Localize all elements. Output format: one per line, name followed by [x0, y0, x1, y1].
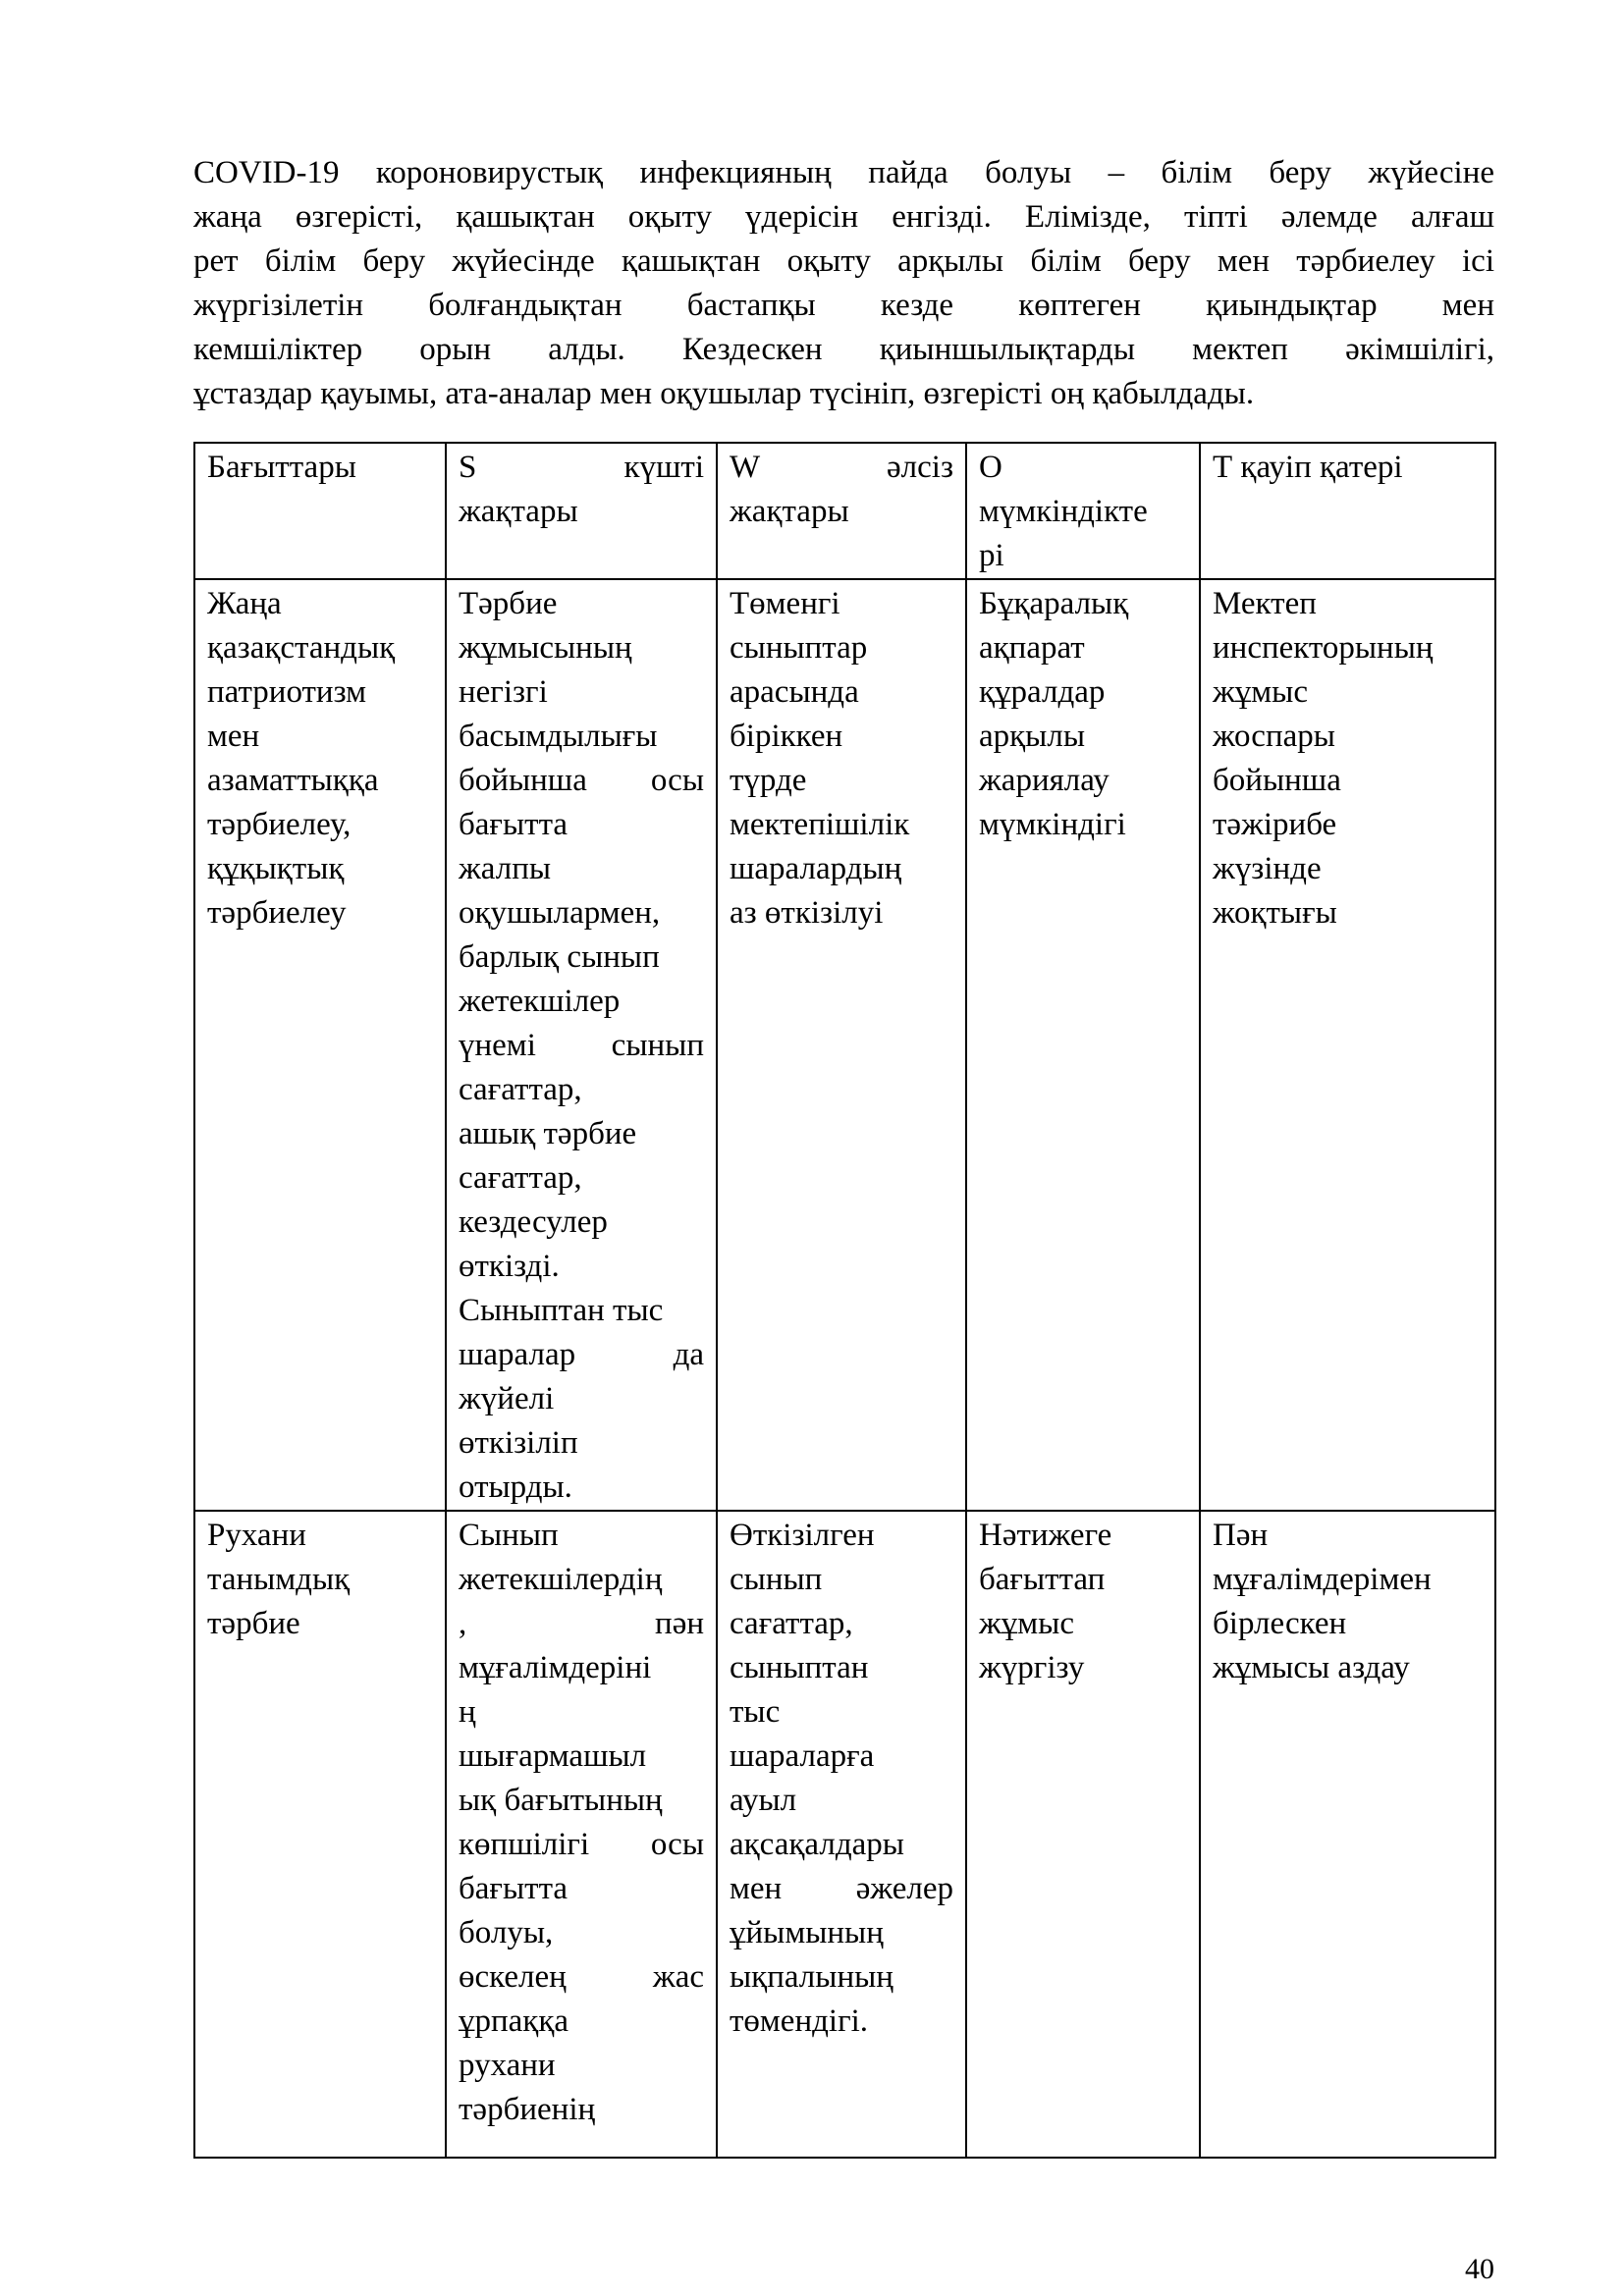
cell-line: Рухани	[207, 1518, 306, 1553]
cell-line: кездесулер	[459, 1204, 608, 1240]
cell-line: негізгі	[459, 674, 548, 710]
cell-line: бағыттап	[979, 1562, 1106, 1597]
cell-line: жұмыс	[979, 1606, 1075, 1641]
table-cell-threat	[1200, 1511, 1495, 2158]
header-cell-weaknesses	[717, 443, 966, 579]
cell-line: жақтары	[459, 494, 578, 529]
swot-table	[193, 442, 1496, 2159]
cell-line: тыс	[730, 1694, 781, 1730]
intro-line: кемшіліктер орын алды. Кездескен қиыншылықтарды мектеп әкімшілігі,	[193, 332, 1494, 367]
cell-line: бойынша	[1213, 763, 1341, 798]
cell-line: жетекшілер	[459, 984, 621, 1019]
cell-line: сағаттар,	[459, 1072, 582, 1107]
cell-line: басымдылығы	[459, 719, 658, 754]
cell-line: Пән	[1213, 1518, 1269, 1553]
cell-line: ауыл	[730, 1783, 797, 1818]
cell-line: сыныптар	[730, 630, 868, 666]
cell-line: патриотизм	[207, 674, 367, 710]
cell-line: Сынып	[459, 1518, 559, 1553]
cell-line: Сыныптан тыс	[459, 1293, 664, 1328]
cell-line: O	[979, 450, 1002, 485]
table-cell-weakness	[717, 1511, 966, 2158]
cell-line: болуы,	[459, 1915, 554, 1950]
cell-line: W әлсіз	[730, 450, 953, 485]
intro-line: рет білім беру жүйесінде қашықтан оқыту арқылы білім беру мен тәрбиелеу ісі	[193, 243, 1494, 279]
cell-line: сынып	[730, 1562, 823, 1597]
cell-line: отырды.	[459, 1469, 572, 1505]
cell-line: бағытта	[459, 1871, 568, 1906]
cell-line: жұмысы аздау	[1213, 1650, 1410, 1685]
cell-line: аз өткізілуі	[730, 895, 884, 931]
cell-line: бірлескен	[1213, 1606, 1347, 1641]
cell-line: тәжірибе	[1213, 807, 1337, 842]
cell-line: мектепішілік	[730, 807, 910, 842]
cell-line: Т қауіп қатері	[1213, 450, 1403, 485]
cell-line: Жаңа	[207, 586, 282, 621]
cell-line: ұйымының	[730, 1915, 884, 1950]
cell-line: танымдық	[207, 1562, 351, 1597]
cell-line: үнемі сынып	[459, 1028, 704, 1063]
cell-line: ашық тәрбие	[459, 1116, 637, 1151]
cell-line: құралдар	[979, 674, 1106, 710]
cell-line: инспекторының	[1213, 630, 1434, 666]
cell-line: жұмысының	[459, 630, 632, 666]
cell-line: жалпы	[459, 851, 552, 886]
cell-line: ық бағытының	[459, 1783, 663, 1818]
cell-line: құқықтық	[207, 851, 345, 886]
cell-line: төмендігі.	[730, 2003, 869, 2039]
table-header-row	[194, 443, 1495, 579]
intro-line: ұстаздар қауымы, ата-аналар мен оқушылар түсініп, өзгерісті оң қабылдады.	[193, 376, 1255, 411]
table-cell-weakness	[717, 579, 966, 1511]
cell-line: ақпарат	[979, 630, 1085, 666]
cell-line: ақсақалдары	[730, 1827, 904, 1862]
header-cell-threats	[1200, 443, 1495, 579]
table-cell-threat	[1200, 579, 1495, 1511]
cell-line: жоспары	[1213, 719, 1335, 754]
table-cell-strength	[446, 1511, 717, 2158]
cell-line: тәрбиелеу,	[207, 807, 352, 842]
table-row	[194, 579, 1495, 1511]
cell-line: жақтары	[730, 494, 849, 529]
cell-line: сыныптан	[730, 1650, 869, 1685]
cell-line: қазақстандық	[207, 630, 396, 666]
cell-line: ұрпаққа	[459, 2003, 569, 2039]
cell-line: мүмкіндікте	[979, 494, 1148, 529]
cell-line: тәрбиенің	[459, 2092, 596, 2127]
cell-line: көпшілігі осы	[459, 1827, 704, 1862]
table-cell-opportunity	[966, 1511, 1200, 2158]
cell-line: рі	[979, 538, 1004, 573]
cell-line: шығармашыл	[459, 1738, 647, 1774]
intro-line: жүргізілетін болғандықтан бастапқы кезде көптеген қиындықтар мен	[193, 288, 1494, 323]
table-row	[194, 1511, 1495, 2158]
cell-line: Тәрбие	[459, 586, 558, 621]
cell-line: , пән	[459, 1606, 704, 1641]
header-cell-opportunities	[966, 443, 1200, 579]
intro-line: жаңа өзгерісті, қашықтан оқыту үдерісін енгізді. Елімізде, тіпті әлемде алғаш	[193, 199, 1494, 235]
cell-line: Бағыттары	[207, 450, 356, 485]
table-cell-direction	[194, 1511, 446, 2158]
cell-line: жетекшілердің	[459, 1562, 663, 1597]
cell-line: шаралар да	[459, 1337, 704, 1372]
cell-line: жүйелі	[459, 1381, 555, 1416]
cell-line: жұмыс	[1213, 674, 1309, 710]
header-cell-directions	[194, 443, 446, 579]
cell-line: мұғалімдеріні	[459, 1650, 652, 1685]
cell-line: барлық сынып	[459, 939, 660, 975]
cell-line: шараларға	[730, 1738, 875, 1774]
cell-line: рухани	[459, 2048, 556, 2083]
cell-line: мүмкіндігі	[979, 807, 1126, 842]
cell-line: Өткізілген	[730, 1518, 875, 1553]
cell-line: жариялау	[979, 763, 1110, 798]
cell-line: өткізіліп	[459, 1425, 578, 1461]
cell-line: арқылы	[979, 719, 1085, 754]
cell-line: S күшті	[459, 450, 704, 485]
table-cell-opportunity	[966, 579, 1200, 1511]
cell-line: біріккен	[730, 719, 843, 754]
table-cell-strength	[446, 579, 717, 1511]
table-cell-direction	[194, 579, 446, 1511]
cell-line: өскелең жас	[459, 1959, 704, 1995]
header-cell-strengths	[446, 443, 717, 579]
intro-paragraph	[193, 151, 1494, 416]
cell-line: Нәтижеге	[979, 1518, 1112, 1553]
cell-line: мұғалімдерімен	[1213, 1562, 1432, 1597]
cell-line: мен әжелер	[730, 1871, 953, 1906]
cell-line: сағаттар,	[459, 1160, 582, 1196]
cell-line: бағытта	[459, 807, 568, 842]
cell-line: Төменгі	[730, 586, 840, 621]
intro-line: COVID-19 короновирустық инфекцияның пайда болуы – білім беру жүйесіне	[193, 155, 1494, 190]
cell-line: Мектеп	[1213, 586, 1317, 621]
cell-line: жүзінде	[1213, 851, 1322, 886]
cell-line: тәрбиелеу	[207, 895, 347, 931]
cell-line: Бұқаралық	[979, 586, 1129, 621]
cell-line: арасында	[730, 674, 859, 710]
cell-line: түрде	[730, 763, 807, 798]
cell-line: оқушылармен,	[459, 895, 661, 931]
cell-line: сағаттар,	[730, 1606, 853, 1641]
cell-line: азаматтыққа	[207, 763, 379, 798]
cell-line: бойынша осы	[459, 763, 704, 798]
cell-line: мен	[207, 719, 260, 754]
cell-line: жүргізу	[979, 1650, 1085, 1685]
page-number: 40	[1465, 2253, 1494, 2285]
cell-line: жоқтығы	[1213, 895, 1337, 931]
cell-line: тәрбие	[207, 1606, 300, 1641]
cell-line: ң	[459, 1694, 476, 1730]
cell-line: шаралардың	[730, 851, 902, 886]
cell-line: өткізді.	[459, 1249, 560, 1284]
cell-line: ықпалының	[730, 1959, 893, 1995]
